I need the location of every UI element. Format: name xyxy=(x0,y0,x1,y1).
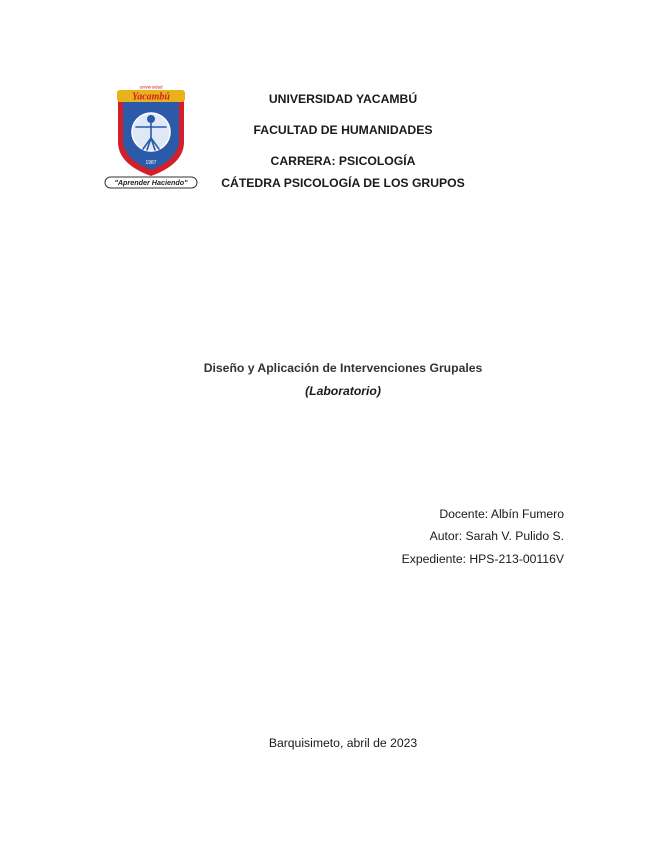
university-logo xyxy=(104,84,198,192)
author-line: Autor: Sarah V. Pulido S. xyxy=(429,529,564,543)
document-subtitle: (Laboratorio) xyxy=(305,384,381,398)
file-number-line: Expediente: HPS-213-00116V xyxy=(401,552,564,566)
svg-text:1987: 1987 xyxy=(145,160,157,166)
university-seal-icon xyxy=(104,84,198,192)
svg-text:Yacambú: Yacambú xyxy=(132,91,170,103)
document-title: Diseño y Aplicación de Intervenciones Grupales xyxy=(203,361,483,375)
chair-name: CÁTEDRA PSICOLOGÍA DE LOS GRUPOS xyxy=(221,176,465,190)
place-date: Barquisimeto, abril de 2023 xyxy=(268,736,418,750)
svg-text:universidad: universidad xyxy=(139,84,163,90)
teacher-line: Docente: Albín Fumero xyxy=(439,507,564,521)
svg-text:"Aprender Haciendo": "Aprender Haciendo" xyxy=(114,178,188,187)
university-name: UNIVERSIDAD YACAMBÚ xyxy=(268,92,418,106)
faculty-name: FACULTAD DE HUMANIDADES xyxy=(253,123,433,137)
career-name: CARRERA: PSICOLOGÍA xyxy=(270,154,416,168)
